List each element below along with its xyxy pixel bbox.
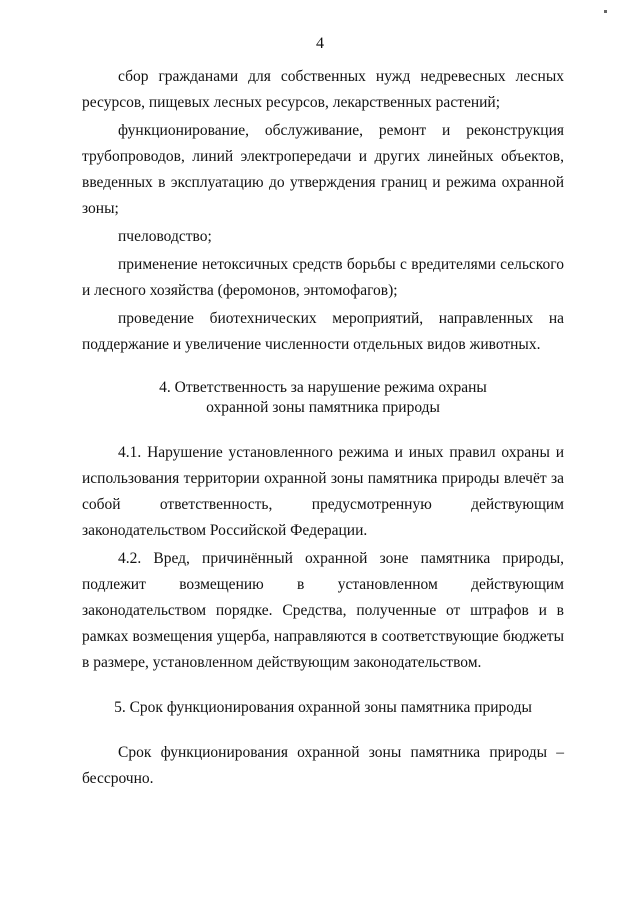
section-4-heading-line1: 4. Ответственность за нарушение режима охраны (159, 379, 487, 396)
page-content (82, 64, 564, 792)
list-item-pipelines: функционирование, обслуживание, ремонт и реконструкция трубопроводов, линий электропередачи и других линейных объектов, введенных в эксплуатацию до утверждения границ и режима охранной зоны; (82, 122, 564, 217)
list-item-collection: сбор гражданами для собственных нужд недревесных лесных ресурсов, пищевых лесных ресурсов, лекарственных растений; (82, 68, 564, 111)
section-5-heading: 5. Срок функционирования охранной зоны памятника природы (114, 699, 532, 716)
clause-4-2: 4.2. Вред, причинённый охранной зоне памятника природы, подлежит возмещению в установленном действующим законодательством порядке. Средства, полученные от штрафов и в рамках возмещения ущерба, направляются в соответствующие бюджеты в размере, установленном действующим законодательством. (82, 550, 564, 671)
clause-4-1: 4.1. Нарушение установленного режима и иных правил охраны и использования территории охранной зоны памятника природы влечёт за собой ответственность, предусмотренную действующим законодательством Российской Федерации. (82, 444, 564, 539)
section-4-heading (82, 378, 564, 418)
list-item-pest-control: применение нетоксичных средств борьбы с вредителями сельского и лесного хозяйства (феромонов, энтомофагов); (82, 256, 564, 299)
scan-mark (604, 10, 607, 13)
section-4-heading-line2: охранной зоны памятника природы (206, 399, 440, 416)
clause-5-text: Срок функционирования охранной зоны памятника природы – бессрочно. (82, 744, 564, 787)
page-number: 4 (316, 35, 324, 52)
list-item-beekeeping: пчеловодство; (118, 228, 212, 245)
list-item-biotech: проведение биотехнических мероприятий, направленных на поддержание и увеличение численности отдельных видов животных. (82, 310, 564, 353)
